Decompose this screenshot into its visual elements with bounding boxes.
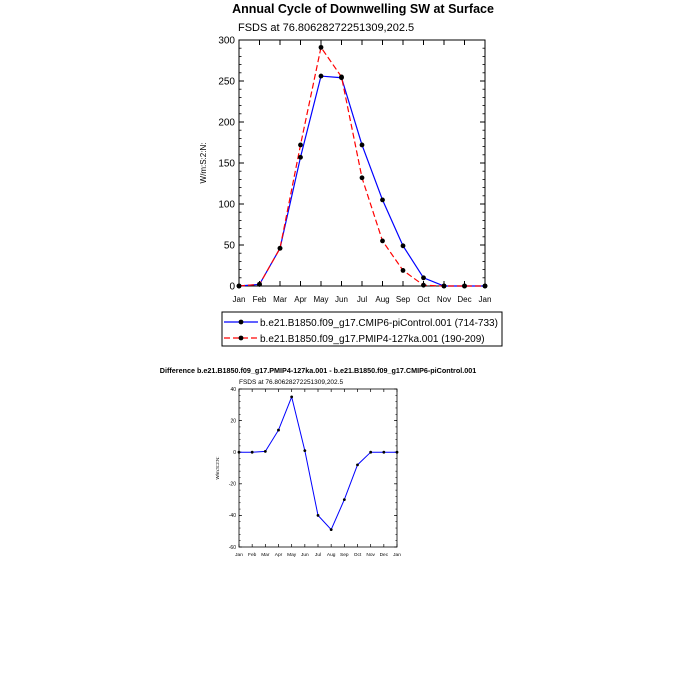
- x-tick-label: Oct: [417, 295, 430, 304]
- x-tick-label: Nov: [436, 295, 452, 304]
- series-2-point: [401, 268, 406, 273]
- legend-marker-series1: [239, 320, 244, 325]
- chart1-subtitle: FSDS at 76.80628272251309,202.5: [238, 22, 415, 34]
- x-tick-label: Jul: [356, 295, 368, 304]
- series-1-point: [251, 451, 254, 454]
- x-tick-label: Jan: [478, 295, 492, 304]
- y-tick-label: 20: [230, 418, 236, 425]
- x-tick-label: Apr: [294, 295, 307, 304]
- y-tick-label: 300: [218, 35, 235, 47]
- series-2-point: [278, 246, 283, 251]
- y-tick-label: 0: [229, 281, 235, 293]
- x-tick-label: Dec: [457, 295, 472, 304]
- chart2-ylabel: W/m:S:2:N:: [215, 456, 220, 480]
- series-2-point: [319, 45, 324, 50]
- series-2-point: [380, 239, 385, 244]
- x-tick-label: Mar: [273, 295, 287, 304]
- chart1-title: Annual Cycle of Downwelling SW at Surface: [232, 2, 494, 16]
- series-2-point: [360, 175, 365, 180]
- x-tick-label: Dec: [379, 553, 389, 558]
- series-1-point: [330, 528, 333, 531]
- series-2-point: [442, 284, 447, 289]
- y-tick-label: -40: [228, 513, 236, 520]
- x-tick-label: Feb: [252, 295, 267, 304]
- y-tick-label: -60: [228, 544, 236, 551]
- series-2-point: [237, 284, 242, 289]
- series-1-point: [356, 463, 359, 466]
- legend-label-series1: b.e21.B1850.f09_g17.CMIP6-piControl.001 (714-733): [260, 318, 498, 329]
- series-1-point: [290, 396, 293, 399]
- chart2-subtitle: FSDS at 76.80628272251309,202.5: [239, 379, 344, 386]
- x-tick-label: Nov: [366, 553, 375, 558]
- x-tick-label: Apr: [274, 553, 283, 558]
- legend-marker-series2: [239, 336, 244, 341]
- y-tick-label: 100: [218, 199, 235, 211]
- series-1-point: [396, 451, 399, 454]
- y-tick-label: 250: [218, 76, 235, 88]
- series-1-point: [382, 451, 385, 454]
- series-1-point: [369, 451, 372, 454]
- x-tick-label: Jan: [393, 553, 401, 558]
- y-tick-label: 0: [233, 449, 236, 456]
- legend-label-series2: b.e21.B1850.f09_g17.PMIP4-127ka.001 (190-209): [260, 334, 485, 345]
- x-tick-label: Sep: [340, 553, 349, 558]
- series-1-point: [298, 155, 303, 160]
- y-tick-label: 40: [230, 386, 236, 393]
- x-tick-label: Jul: [314, 553, 322, 558]
- y-tick-label: 200: [218, 117, 235, 129]
- x-tick-label: Aug: [326, 553, 336, 558]
- series-2-point: [298, 143, 303, 148]
- y-tick-label: 150: [218, 158, 235, 170]
- series-2-point: [257, 282, 262, 287]
- y-tick-label: -20: [228, 481, 236, 488]
- series-2-point: [339, 75, 344, 80]
- x-tick-label: Jun: [300, 553, 309, 558]
- y-tick-label: 50: [223, 240, 235, 252]
- series-2-point: [462, 284, 467, 289]
- series-1-point: [421, 275, 426, 280]
- series-1-point: [238, 451, 241, 454]
- series-2-point: [421, 283, 426, 288]
- x-tick-label: May: [313, 295, 329, 304]
- series-1-point: [317, 514, 320, 517]
- x-tick-label: May: [287, 553, 297, 558]
- series-1-point: [264, 450, 267, 453]
- series-2-point: [483, 284, 488, 289]
- x-tick-label: Oct: [353, 553, 362, 558]
- series-1-point: [343, 498, 346, 501]
- series-1-point: [401, 243, 406, 248]
- x-tick-label: Sep: [395, 295, 411, 304]
- chart1-ylabel: W/m:S:2:N:: [199, 142, 208, 184]
- x-tick-label: Jan: [232, 295, 246, 304]
- x-tick-label: Mar: [261, 553, 270, 558]
- series-1-point: [380, 198, 385, 203]
- x-tick-label: Jan: [235, 553, 243, 558]
- x-tick-label: Feb: [248, 553, 257, 558]
- series-1-point: [319, 74, 324, 79]
- series-1-point: [360, 143, 365, 148]
- series-1-point: [303, 449, 306, 452]
- x-tick-label: Jun: [335, 295, 348, 304]
- series-1-point: [277, 429, 280, 432]
- x-tick-label: Aug: [375, 295, 390, 304]
- chart2-title: Difference b.e21.B1850.f09_g17.PMIP4-127ka.001 - b.e21.B1850.f09_g17.CMIP6-piControl.001: [159, 366, 477, 375]
